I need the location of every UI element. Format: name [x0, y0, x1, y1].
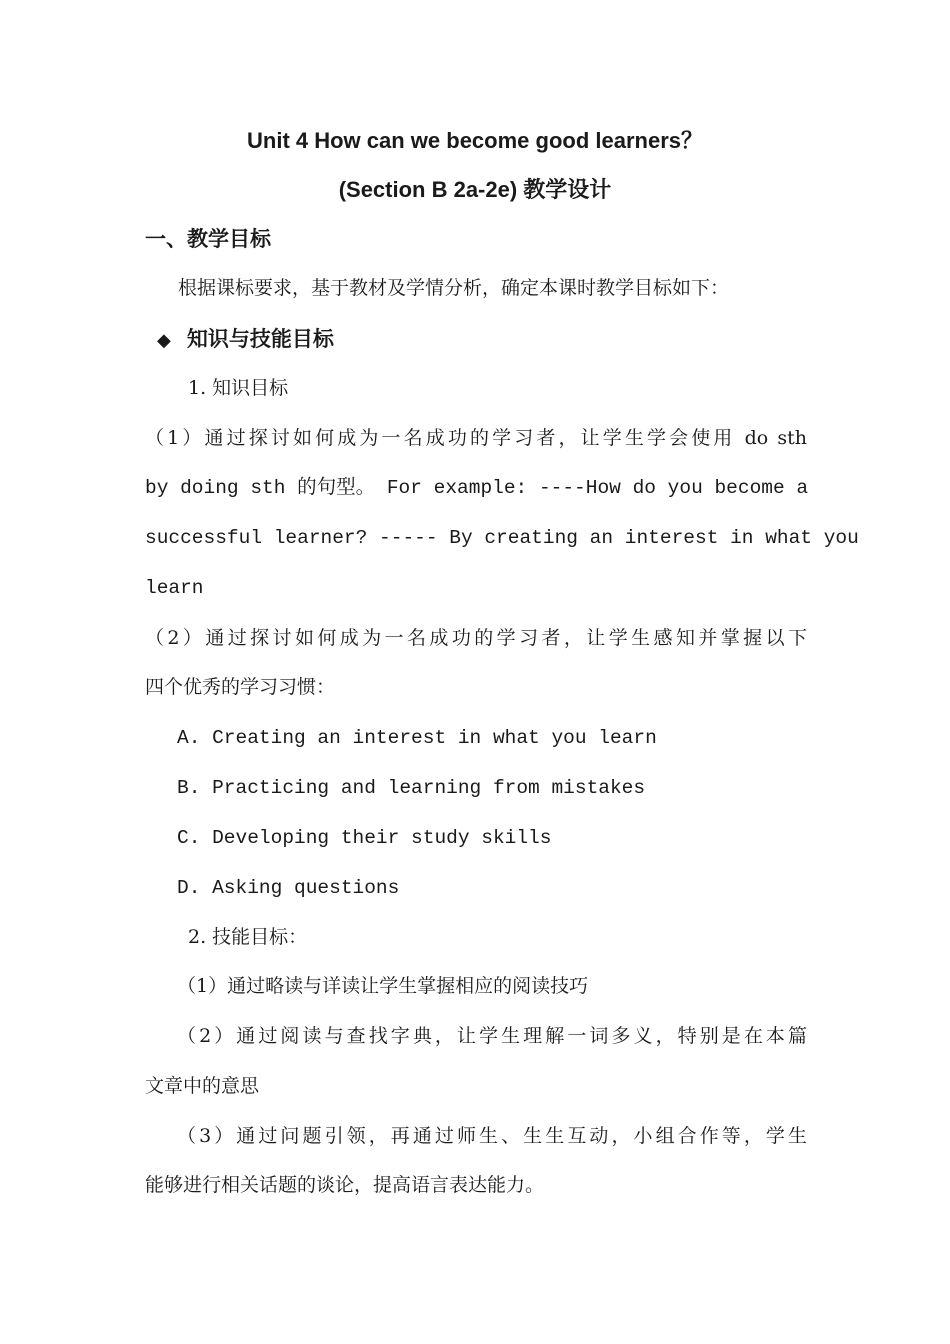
- skills-item1: （1）通过略读与详读让学生掌握相应的阅读技巧: [177, 975, 589, 997]
- skills-item2-line: 文章中的意思: [145, 1075, 260, 1097]
- knowledge-item1-line: by doing sth 的句型。 For example: ----How do you become a: [145, 477, 809, 499]
- habit-list-item: A. Creating an interest in what you learn: [177, 727, 657, 749]
- knowledge-item2-line: （2）通过探讨如何成为一名成功的学习者，让学生感知并掌握以下: [145, 627, 807, 649]
- skills-item3-line: 能够进行相关话题的谈论，提高语言表达能力。: [145, 1174, 545, 1196]
- intro-paragraph: 根据课标要求，基于教材及学情分析，确定本课时教学目标如下：: [178, 277, 730, 299]
- skills-item3-line: （3）通过问题引领，再通过师生、生生互动，小组合作等，学生: [177, 1125, 807, 1147]
- habit-list-item: C. Developing their study skills: [177, 827, 552, 849]
- habit-list-item: B. Practicing and learning from mistakes: [177, 777, 646, 799]
- knowledge-item1-line: successful learner? ----- By creating an interest in what you: [145, 527, 859, 549]
- skills-item2-line: （2）通过阅读与查找字典，让学生理解一词多义，特别是在本篇: [177, 1025, 807, 1047]
- knowledge-heading: 1. 知识目标: [188, 377, 289, 399]
- knowledge-item2-line: 四个优秀的学习习惯：: [145, 676, 336, 698]
- subsection-heading: [157, 329, 334, 350]
- habit-list-item: D. Asking questions: [177, 877, 400, 899]
- diamond-bullet-icon: ◆: [157, 330, 171, 351]
- document-title: Unit 4 How can we become good learners？: [247, 128, 703, 153]
- knowledge-item1-line: learn: [145, 577, 204, 599]
- knowledge-item1-line: （1）通过探讨如何成为一名成功的学习者，让学生学会使用 do sth: [145, 427, 807, 449]
- subsection-heading-text: 知识与技能目标: [186, 327, 334, 351]
- section-heading: 一、教学目标: [145, 227, 271, 251]
- skills-heading: 2. 技能目标：: [188, 926, 308, 948]
- document-subtitle: (Section B 2a-2e) 教学设计: [338, 177, 612, 202]
